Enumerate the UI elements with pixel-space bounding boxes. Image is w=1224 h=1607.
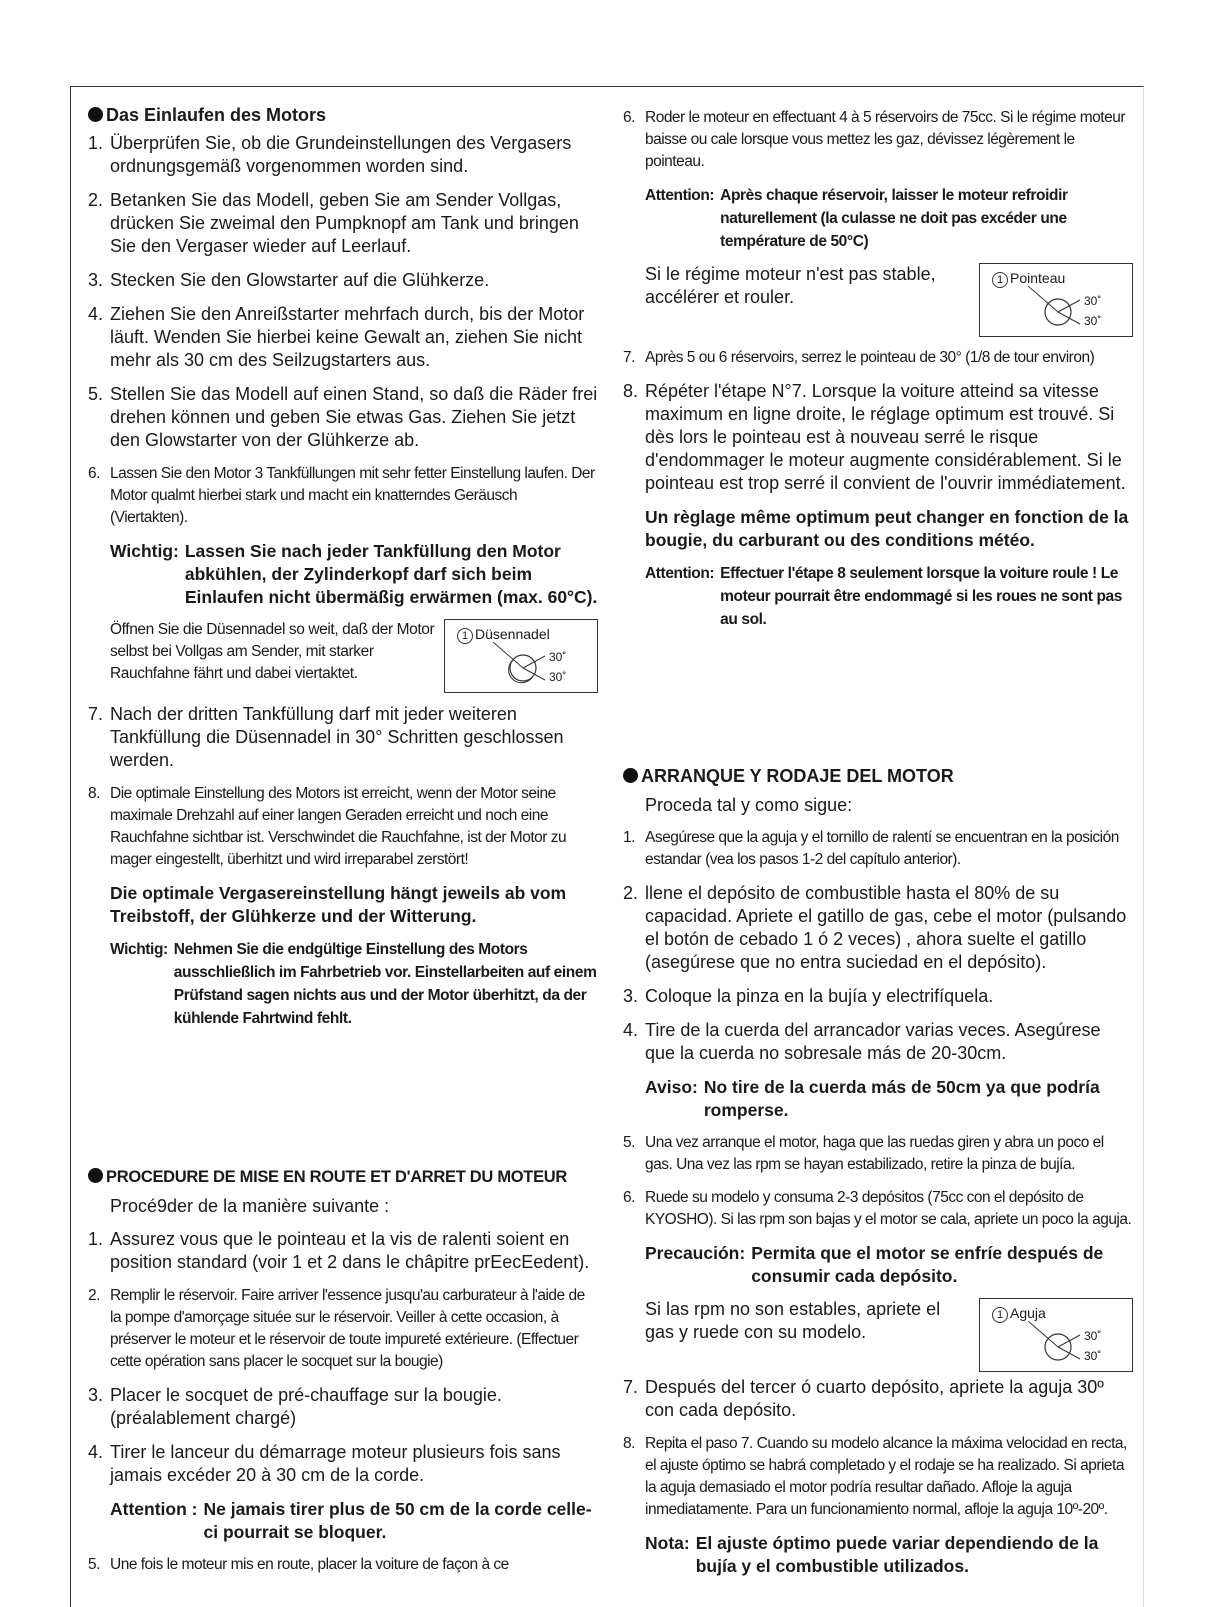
fr-step-6: 6. Roder le moteur en effectuant 4 à 5 réservoirs de 75cc. Si le régime moteur baisse ou cale lorsque vous mettez les gaz, dévissez légèrement le pointeau.	[623, 109, 1126, 170]
list-item: 4. Ziehen Sie den Anreißstarter mehrfach durch, bis der Motor läuft. Wenden Sie hierbei keine Gewalt an, ziehen Sie nicht mehr als 30 cm des Seilzugstarters aus.	[88, 304, 585, 370]
bullet-icon	[623, 768, 638, 783]
bullet-icon	[88, 1168, 103, 1183]
list-item: 1. Asegúrese que la aguja y el tornillo de ralentí se encuentran en la posición estandar (vea los pasos 1-2 del capítulo anterior).	[623, 829, 1119, 868]
list-item: 2. Betanken Sie das Modell, geben Sie am Sender Vollgas, drücken Sie zweimal den Pumpknopf am Tank und bringen Sie den Vergaser wieder auf Leerlauf.	[88, 190, 579, 256]
fr-warning: Attention : Ne jamais tirer plus de 50 cm de la corde celle-ci pourrait se bloquer.	[110, 1499, 592, 1542]
needle-rotation-icon	[493, 642, 549, 684]
de-steps	[88, 132, 598, 529]
de-steps-2	[88, 703, 598, 871]
list-item: 6. Ruede su modelo y consuma 2-3 depósitos (75cc con el depósito de KYOSHO). Si las rpm son bajas y el motor se cala, apriete un poco la aguja.	[623, 1189, 1132, 1228]
de-note: Die optimale Vergasereinstellung hängt jeweils ab vom Treibstoff, der Glühkerze und der Witterung.	[110, 883, 567, 926]
list-item: 4. Tire de la cuerda del arrancador varias veces. Asegúrese que la cuerda no sobresale más de 20-30cm.	[623, 1020, 1101, 1063]
list-item: 7. Nach der dritten Tankfüllung darf mit jeder weiteren Tankfüllung die Düsennadel in 30° Schritten geschlossen werden.	[88, 704, 564, 770]
right-column	[623, 107, 1133, 1588]
fr-heading: PROCEDURE DE MISE EN ROUTE ET D'ARRET DU MOTEUR	[88, 1166, 598, 1188]
de-diagram-text: Öffnen Sie die Düsennadel so weit, daß der Motor selbst bei Vollgas am Sender, mit starker Rauchfahne fährt und dabei viertaktet.	[110, 621, 435, 682]
fr-note: Un règlage même optimum peut changer en fonction de la bougie, du carburant ou des conditions météo.	[645, 507, 1129, 550]
es-diagram-text: Si las rpm no son estables, apriete el gas y ruede con su modelo.	[645, 1299, 941, 1342]
es-step-7: 7. Después del tercer ó cuarto depósito, apriete la aguja 30º con cada depósito.	[623, 1377, 1104, 1420]
es-step-8: 8. Repita el paso 7. Cuando su modelo alcance la máxima velocidad en recta, el ajuste óptimo se habrá completado y el rodaje se ha realizado. Si aprieta la aguja demasiado el motor podría resultar dañado. Afloje la aguja inmediatamente. Para un funcionamiento normal, afloje la aguja 10º-20º.	[623, 1435, 1127, 1518]
needle-rotation-icon	[1028, 1321, 1084, 1363]
fr-intro: Procé9der de la manière suivante :	[110, 1196, 390, 1216]
de-heading: Das Einlaufen des Motors	[88, 104, 598, 126]
fr-step-5: 5. Une fois le moteur mis en route, placer la voiture de façon à ce	[88, 1556, 509, 1573]
es-diagram-block	[645, 1298, 1133, 1372]
list-item: 6. Lassen Sie den Motor 3 Tankfüllungen mit sehr fetter Einstellung laufen. Der Motor qualmt hierbei stark und macht ein knatterndes Geräusch (Viertakten).	[88, 465, 595, 526]
list-item: 4. Tirer le lanceur du démarrage moteur plusieurs fois sans jamais excéder 20 à 30 cm de la corde.	[88, 1442, 561, 1485]
needle-diagram: 1 Pointeau 30˚ 30˚	[979, 263, 1133, 337]
list-item: 8. Répéter l'étape N°7. Lorsque la voiture atteind sa vitesse maximum en ligne droite, le réglage optimum est trouvé. Si dès lors le pointeau est à nouveau serré le risque d'endommager le moteur augmente considérablement. Si le pointeau est trop serré il convient de l'ouvrir immédiatement.	[623, 381, 1126, 493]
fr-warning-2: Attention: Après chaque réservoir, laisser le moteur refroidir naturellement (la culasse ne doit pas excéder une température de 50°C)	[645, 187, 1068, 250]
fr-steps	[88, 1228, 598, 1487]
es-note: Nota: El ajuste óptimo puede variar dependiendo de la bujía y el combustible utilizados.	[645, 1533, 1099, 1576]
needle-diagram: 1 Aguja 30˚ 30˚	[979, 1298, 1133, 1372]
list-item: 1. Assurez vous que le pointeau et la vis de ralenti soient en position standard (voir 1 et 2 dans le châpitre prEecEedent).	[88, 1229, 590, 1272]
list-item: 3. Stecken Sie den Glowstarter auf die Glühkerze.	[88, 270, 490, 290]
fr-steps-2	[623, 347, 1133, 495]
list-item: 3. Coloque la pinza en la bujía y electrifíquela.	[623, 986, 994, 1006]
list-item: 3. Placer le socquet de pré-chauffage sur la bougie. (préalablement chargé)	[88, 1385, 502, 1428]
needle-rotation-icon	[1028, 286, 1084, 328]
de-diagram-block	[110, 619, 598, 693]
bullet-icon	[88, 107, 103, 122]
list-item: 5. Stellen Sie das Modell auf einen Stand, so daß die Räder frei drehen können und geben Sie etwas Gas. Ziehen Sie jetzt den Glowstarter von der Glühkerze ab.	[88, 384, 598, 450]
es-steps	[623, 827, 1133, 1065]
list-item: 1. Überprüfen Sie, ob die Grundeinstellungen des Vergasers ordnungsgemäß vorgenommen worden sind.	[88, 133, 572, 176]
left-column	[88, 104, 598, 1587]
es-steps-2	[623, 1132, 1133, 1231]
fr-diagram-text: Si le régime moteur n'est pas stable, accélérer et rouler.	[645, 264, 936, 307]
es-heading: ARRANQUE Y RODAJE DEL MOTOR	[623, 765, 1133, 787]
list-item: 2. llene el depósito de combustible hasta el 80% de su capacidad. Apriete el gatillo de gas, cebe el motor (pulsando el botón de cebado 1 ó 2 veces) , ahora suelte el gatillo (asegúrese que no entra suciedad en el depósito).	[623, 883, 1127, 972]
needle-diagram: 1 Düsennadel 30˚ 30˚	[444, 619, 598, 693]
de-warning-2: Wichtig: Nehmen Sie die endgültige Einstellung des Motors ausschließlich im Fahrbetrieb vor. Einstellarbeiten auf einem Prüfstand sagen nichts aus und der Motor überhitzt, da der kühlende Fahrtwind fehlt.	[110, 941, 597, 1027]
es-warning-1: Aviso: No tire de la cuerda más de 50cm ya que podría romperse.	[645, 1077, 1100, 1120]
es-warning-2: Precaución: Permita que el motor se enfríe después de consumir cada depósito.	[645, 1243, 1104, 1286]
list-item: 5. Una vez arranque el motor, haga que las ruedas giren y abra un poco el gas. Una vez las rpm se hayan estabilizado, retire la pinza de bujía.	[623, 1134, 1104, 1173]
list-item: 8. Die optimale Einstellung des Motors ist erreicht, wenn der Motor seine maximale Drehzahl auf einer langen Geraden erreicht und noch eine Rauchfahne sichtbar ist. Verschwindet die Rauchfahne, ist der Motor zu mager eingestellt, überhitzt und wird irreparabel zerstört!	[88, 785, 567, 868]
es-intro: Proceda tal y como sigue:	[645, 795, 853, 815]
list-item: 2. Remplir le réservoir. Faire arriver l'essence jusqu'au carburateur à l'aide de la pompe d'amorçage située sur le réservoir. Veiller à cette occasion, à préserver le moteur et le réservoir de toute impureté extérieure. (Effectuer cette opération sans placer le socquet sur la bougie)	[88, 1287, 585, 1370]
de-warning-1: Wichtig: Lassen Sie nach jeder Tankfüllung den Motor abkühlen, der Zylinderkopf darf sich beim Einlaufen nicht übermäßig erwärmen (max. 60°C).	[110, 541, 598, 607]
fr-warning-3: Attention: Effectuer l'étape 8 seulement lorsque la voiture roule ! Le moteur pourrait être endommagé si les roues ne sont pas au sol.	[645, 565, 1122, 628]
list-item: 7. Après 5 ou 6 réservoirs, serrez le pointeau de 30° (1/8 de tour environ)	[623, 349, 1095, 366]
fr-diagram-block	[645, 263, 1133, 337]
